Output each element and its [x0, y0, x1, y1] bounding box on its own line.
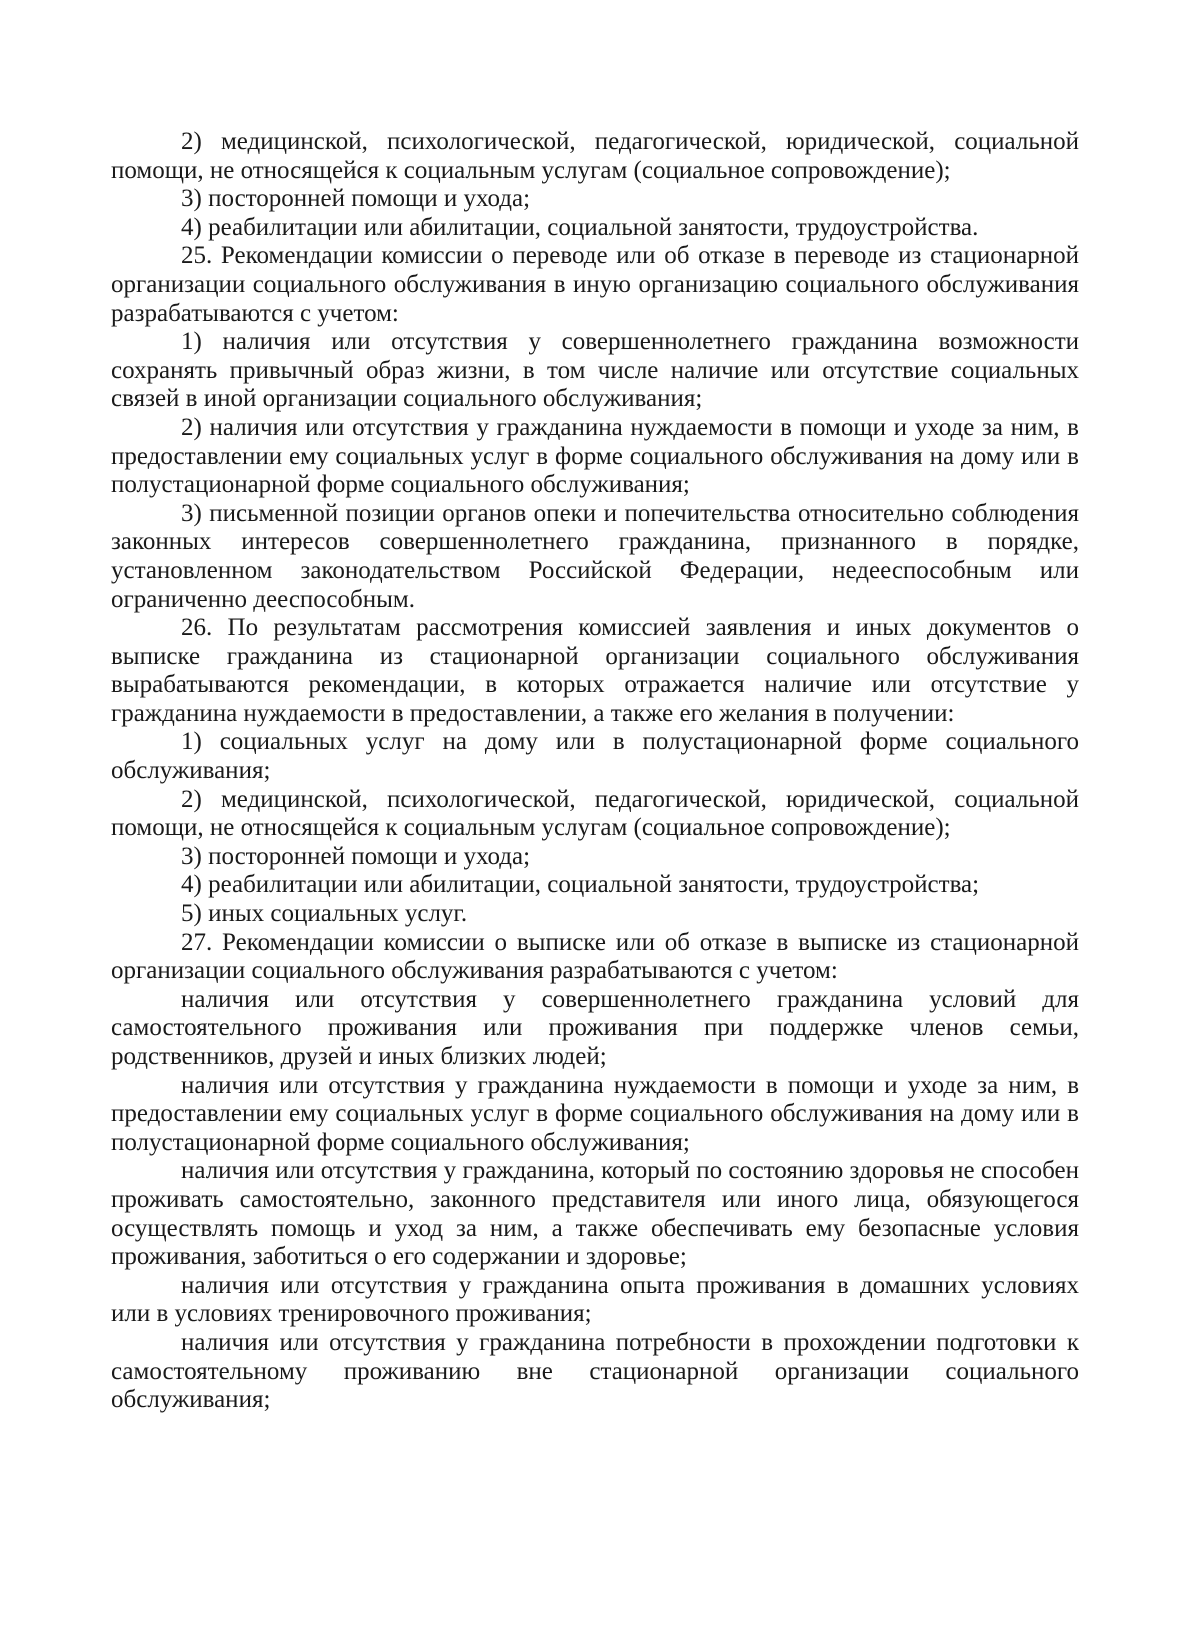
paragraph: 3) письменной позиции органов опеки и попечительства относительно соблюдения законных интересов совершеннолетнего гражданина, признанного в порядке, установленном законодательством Российской Федерации, недееспособным или ограниченно дееспособным. [111, 499, 1079, 613]
paragraph: 26. По результатам рассмотрения комиссией заявления и иных документов о выписке гражданина из стационарной организации социального обслуживания вырабатываются рекомендации, в которых отражается наличие или отсутствие у гражданина нуждаемости в предоставлении, а также его желания в получении: [111, 614, 1079, 727]
paragraph: наличия или отсутствия у совершеннолетнего гражданина условий для самостоятельного проживания или проживания при поддержке членов семьи, родственников, друзей и иных близких людей; [111, 985, 1079, 1070]
document-body [111, 128, 1079, 1415]
paragraph: 27. Рекомендации комиссии о выписке или об отказе в выписке из стационарной организации социального обслуживания разрабатываются с учетом: [111, 928, 1079, 985]
paragraph: 3) посторонней помощи и ухода; [181, 842, 531, 870]
paragraph: наличия или отсутствия у гражданина, который по состоянию здоровья не способен проживать самостоятельно, законного представителя или иного лица, обязующегося осуществлять помощь и уход за ним, а также обеспечивать ему безопасные условия проживания, заботиться о его содержании и здоровье; [111, 1157, 1079, 1271]
paragraph: наличия или отсутствия у гражданина нуждаемости в помощи и уходе за ним, в предоставлении ему социальных услуг в форме социального обслуживания на дому или в полустационарной форме социального обслуживания; [111, 1071, 1079, 1156]
paragraph: 2) наличия или отсутствия у гражданина нуждаемости в помощи и уходе за ним, в предоставлении ему социальных услуг в форме социального обслуживания на дому или в полустационарной форме социального обслуживания; [111, 413, 1079, 499]
paragraph: 3) посторонней помощи и ухода; [181, 185, 531, 213]
paragraph: 5) иных социальных услуг. [181, 900, 468, 928]
paragraph: наличия или отсутствия у гражданина потребности в прохождении подготовки к самостоятельному проживанию вне стационарной организации социального обслуживания; [111, 1328, 1079, 1414]
paragraph: 1) наличия или отсутствия у совершеннолетнего гражданина возможности сохранять привычный образ жизни, в том числе наличие или отсутствие социальных связей в иной организации социального обслуживания; [111, 328, 1079, 413]
paragraph: 2) медицинской, психологической, педагогической, юридической, социальной помощи, не относящейся к социальным услугам (социальное сопровождение); [111, 128, 1079, 184]
paragraph: 25. Рекомендации комиссии о переводе или об отказе в переводе из стационарной организации социального обслуживания в иную организацию социального обслуживания разрабатываются с учетом: [111, 242, 1079, 327]
paragraph: 4) реабилитации или абилитации, социальной занятости, трудоустройства; [181, 871, 980, 899]
paragraph: 4) реабилитации или абилитации, социальной занятости, трудоустройства. [181, 213, 979, 241]
paragraph: 2) медицинской, психологической, педагогической, юридической, социальной помощи, не относящейся к социальным услугам (социальное сопровождение); [111, 785, 1079, 842]
paragraph: наличия или отсутствия у гражданина опыта проживания в домашних условиях или в условиях тренировочного проживания; [111, 1271, 1079, 1328]
paragraph: 1) социальных услуг на дому или в полустационарной форме социального обслуживания; [111, 728, 1079, 785]
